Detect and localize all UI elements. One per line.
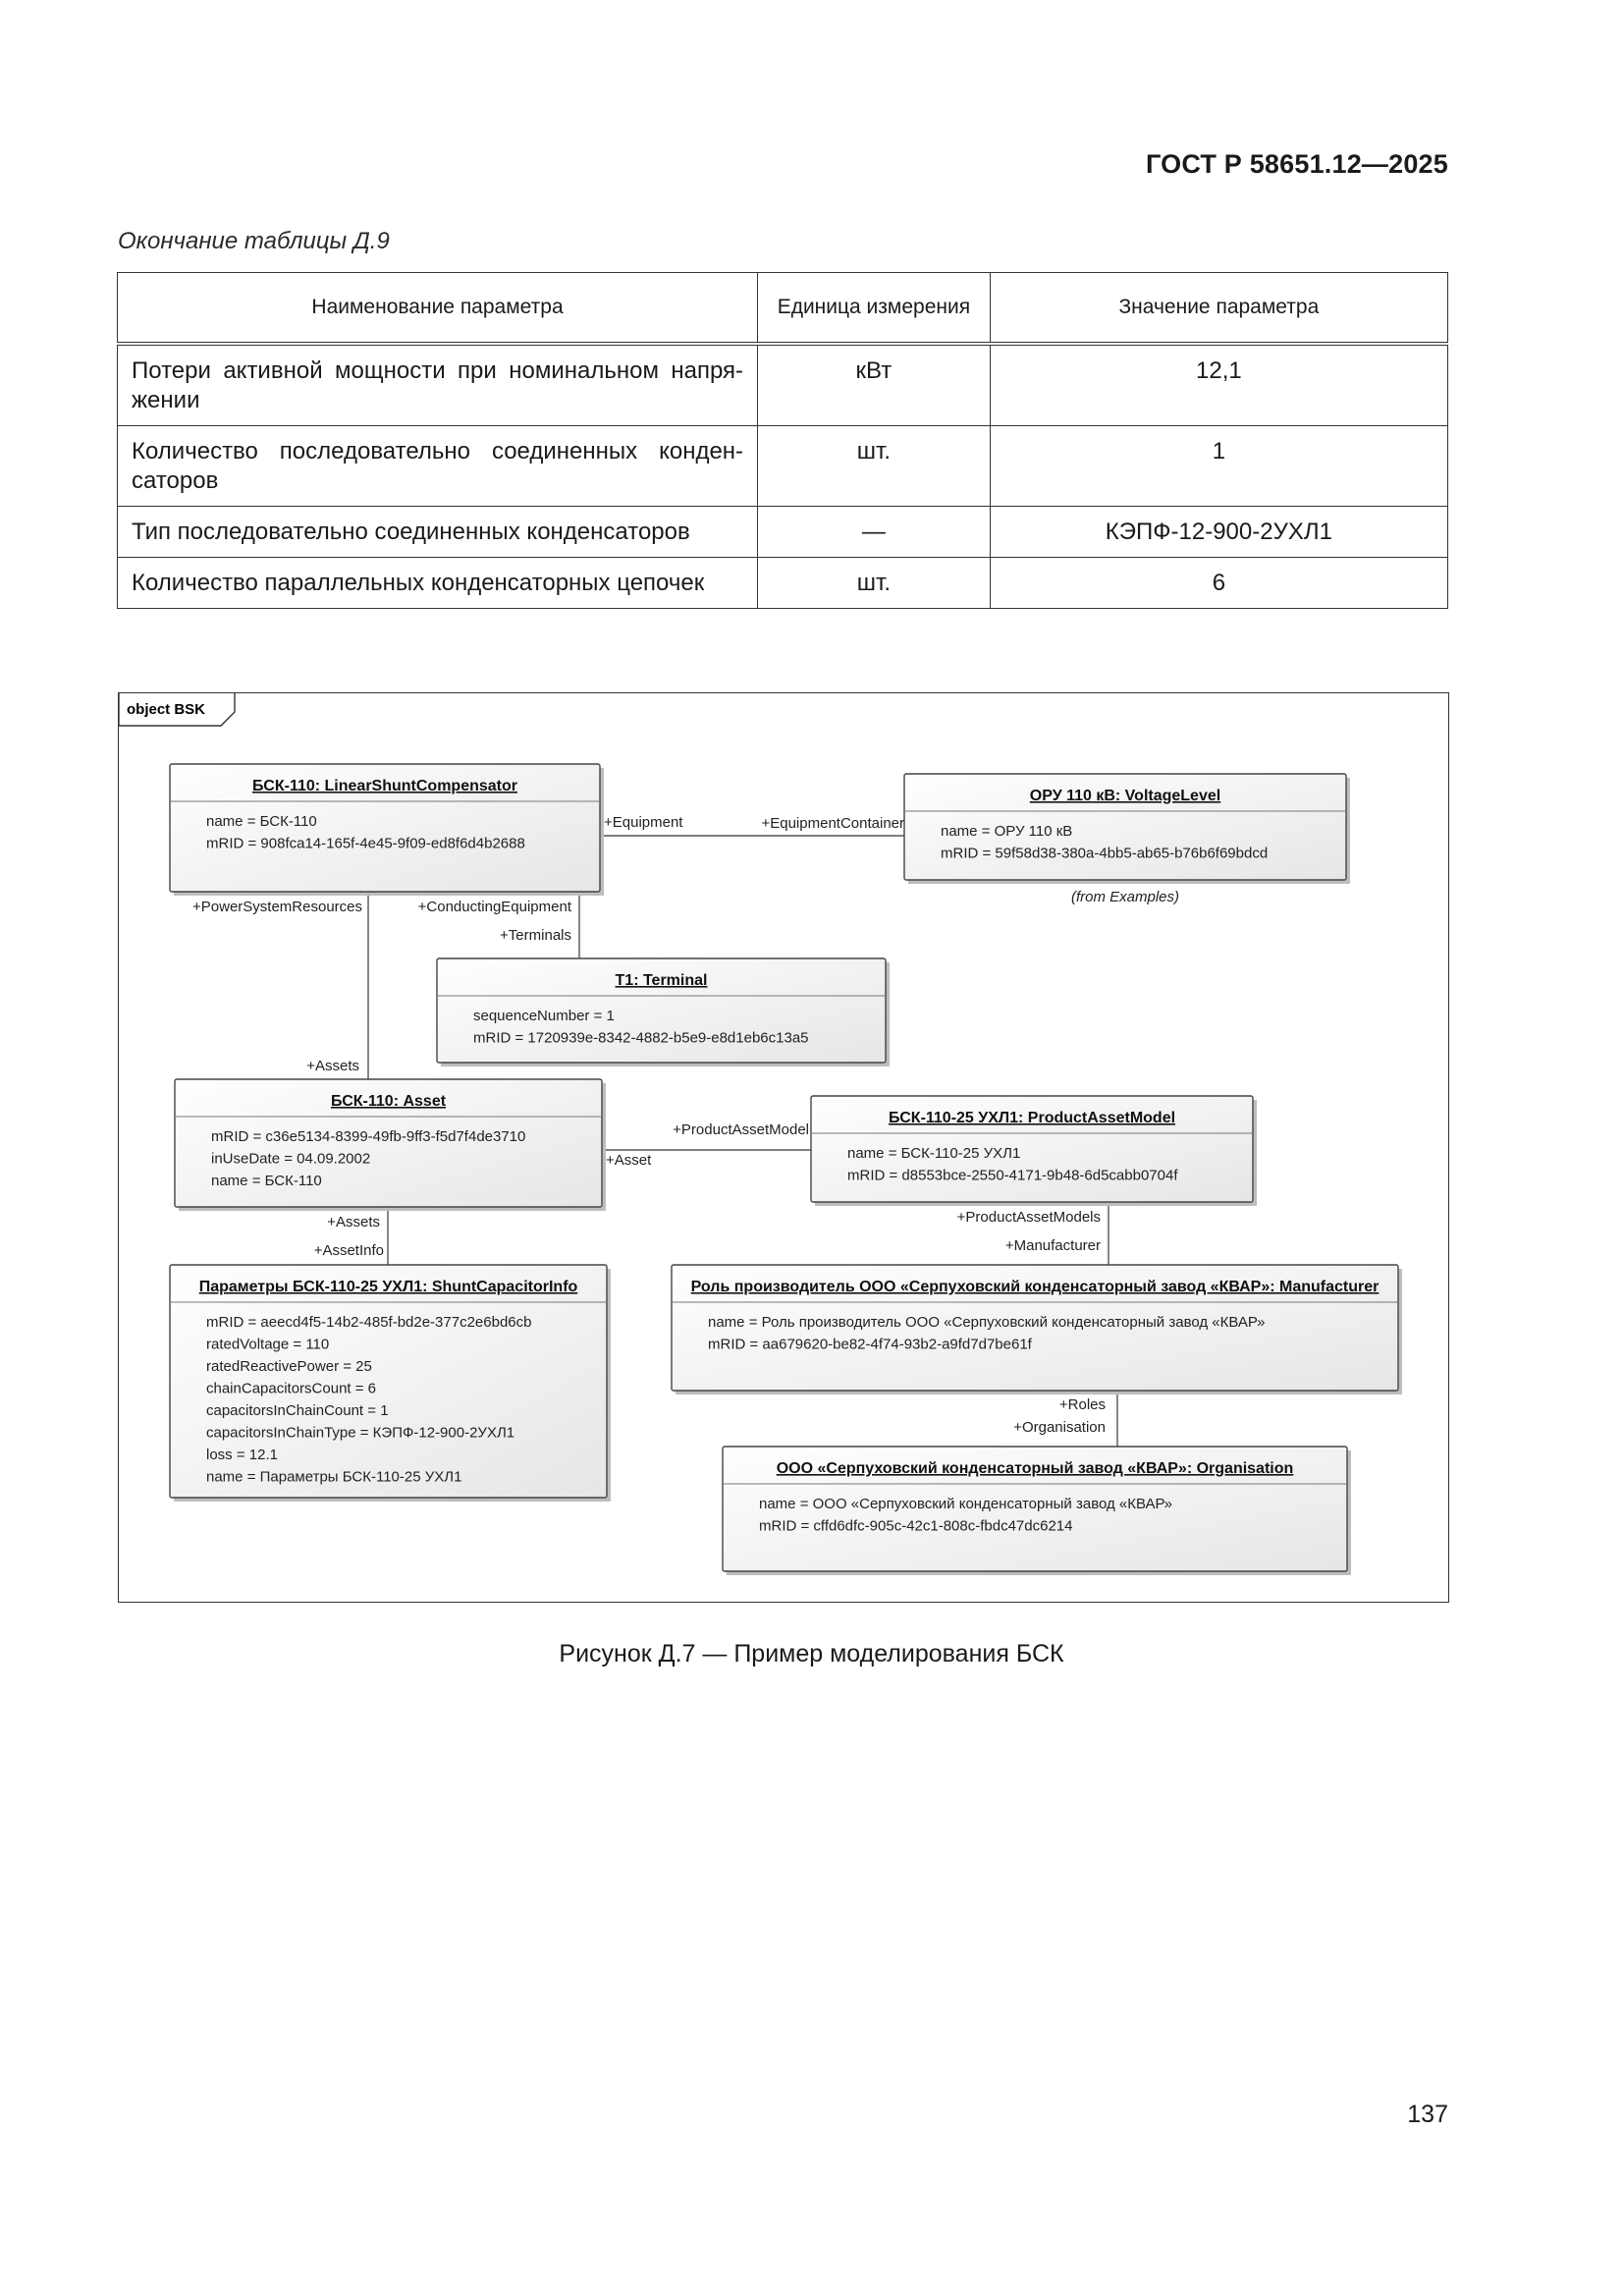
box-title: БСК-110: Asset (330, 1093, 447, 1110)
box-attribute: mRID = aeecd4f5-14b2-485f-bd2e-377c2e6bd6cb (206, 1314, 532, 1331)
frame-label: object BSK (127, 701, 206, 718)
role-equipment: +Equipment (604, 814, 683, 831)
box-title: БСК-110-25 УХЛ1: ProductAssetModel (888, 1110, 1176, 1126)
column-header-name: Наименование параметра (118, 273, 758, 345)
table-row (118, 344, 1448, 426)
figure-caption: Рисунок Д.7 — Пример моделирования БСК (559, 1640, 1064, 1667)
role-power-system-resources: +PowerSystemResources (192, 899, 362, 915)
box-attribute: mRID = cffd6dfc-905c-42c1-808c-fbdc47dc6214 (759, 1517, 1073, 1535)
param-value: 12,1 (990, 344, 1447, 426)
box-attribute: name = Роль производитель ООО «Серпуховский конденсаторный завод «КВАР» (708, 1314, 1266, 1331)
box-title: ООО «Серпуховский конденсаторный завод «КВАР»: Organisation (776, 1460, 1294, 1477)
box-attribute: capacitorsInChainCount = 1 (206, 1402, 389, 1419)
uml-diagram-frame (118, 692, 1449, 1603)
role-product-asset-model: +ProductAssetModel (673, 1121, 809, 1138)
role-asset-info: +AssetInfo (313, 1242, 384, 1259)
role-assets-bottom: +Assets (327, 1214, 380, 1230)
object-boxes (170, 764, 1402, 1575)
role-equipment-container: +EquipmentContainer (761, 815, 904, 832)
shunt-capacitor-info-box (170, 1265, 611, 1502)
param-value: 6 (990, 558, 1447, 609)
box-attribute: mRID = 908fca14-165f-4e45-9f09-ed8f6d4b2688 (206, 835, 525, 852)
box-attribute: chainCapacitorsCount = 6 (206, 1380, 377, 1397)
param-value: КЭПФ-12-900-2УХЛ1 (990, 507, 1447, 558)
organisation-box (723, 1447, 1351, 1575)
role-product-asset-models: +ProductAssetModels (956, 1209, 1101, 1226)
table-row (118, 507, 1448, 558)
box-attribute: mRID = aa679620-be82-4f74-93b2-a9fd7d7be61f (708, 1336, 1032, 1353)
box-attribute: loss = 12.1 (206, 1447, 278, 1463)
box-attribute: capacitorsInChainType = КЭПФ-12-900-2УХЛ1 (206, 1424, 515, 1442)
box-attribute: sequenceNumber = 1 (473, 1008, 615, 1024)
box-title: БСК-110: LinearShuntCompensator (252, 778, 517, 794)
table-row (118, 426, 1448, 507)
product-asset-model-box (811, 1096, 1257, 1206)
column-header-unit: Единица измерения (758, 273, 991, 345)
box-title: T1: Terminal (615, 972, 708, 989)
role-assets-top: +Assets (306, 1058, 359, 1074)
voltage-level-box (904, 774, 1350, 905)
box-attribute: inUseDate = 04.09.2002 (211, 1150, 371, 1168)
manufacturer-box (672, 1265, 1402, 1394)
role-terminals: +Terminals (500, 927, 571, 944)
box-title: Параметры БСК-110-25 УХЛ1: ShuntCapacitorInfo (198, 1279, 578, 1295)
box-attribute: name = Параметры БСК-110-25 УХЛ1 (206, 1468, 462, 1486)
param-unit: кВт (758, 344, 991, 426)
document-standard-number: ГОСТ Р 58651.12—2025 (1146, 149, 1448, 179)
box-attribute: name = БСК-110 (211, 1173, 322, 1189)
terminal-box (437, 958, 890, 1066)
role-manufacturer: +Manufacturer (1004, 1237, 1101, 1254)
uml-object-diagram (119, 693, 1448, 1602)
table-row (118, 558, 1448, 609)
box-attribute: name = БСК-110 (206, 813, 317, 830)
box-title: Роль производитель ООО «Серпуховский конденсаторный завод «КВАР»: Manufacturer (690, 1279, 1380, 1295)
param-unit: шт. (758, 426, 991, 507)
box-attribute: mRID = d8553bce-2550-4171-9b48-6d5cabb0704f (847, 1167, 1178, 1184)
asset-box (175, 1079, 606, 1211)
param-name: Потери активной мощности при номинальном напря-жении (118, 344, 758, 426)
box-attribute: mRID = c36e5134-8399-49fb-9ff3-f5d7f4de3710 (211, 1128, 526, 1145)
table-caption: Окончание таблицы Д.9 (118, 228, 390, 254)
role-roles: +Roles (1058, 1396, 1106, 1413)
table-header-row (118, 273, 1448, 345)
param-name: Количество параллельных конденсаторных цепочек (118, 558, 758, 609)
role-asset: +Asset (606, 1152, 652, 1169)
box-attribute: name = БСК-110-25 УХЛ1 (847, 1145, 1021, 1162)
box-attribute: mRID = 59f58d38-380a-4bb5-ab65-b76b6f69bdcd (941, 845, 1269, 862)
box-attribute: ratedReactivePower = 25 (206, 1358, 372, 1375)
box-attribute: mRID = 1720939e-8342-4882-b5e9-e8d1eb6c13a5 (473, 1029, 809, 1047)
param-value: 1 (990, 426, 1447, 507)
role-organisation: +Organisation (1013, 1419, 1106, 1436)
box-title: ОРУ 110 кВ: VoltageLevel (1029, 788, 1221, 804)
param-unit: — (758, 507, 991, 558)
linear-shunt-compensator-box (170, 764, 604, 896)
box-attribute: name = ООО «Серпуховский конденсаторный завод «КВАР» (759, 1496, 1173, 1512)
param-name: Тип последовательно соединенных конденсаторов (118, 507, 758, 558)
parameters-table (117, 272, 1448, 609)
page-number: 137 (1407, 2101, 1448, 2128)
param-unit: шт. (758, 558, 991, 609)
box-note: (from Examples) (1070, 889, 1180, 905)
box-attribute: ratedVoltage = 110 (206, 1336, 330, 1353)
column-header-value: Значение параметра (990, 273, 1447, 345)
role-conducting-equipment: +ConductingEquipment (417, 899, 571, 915)
box-attribute: name = ОРУ 110 кВ (941, 823, 1073, 840)
param-name: Количество последовательно соединенных конден-саторов (118, 426, 758, 507)
